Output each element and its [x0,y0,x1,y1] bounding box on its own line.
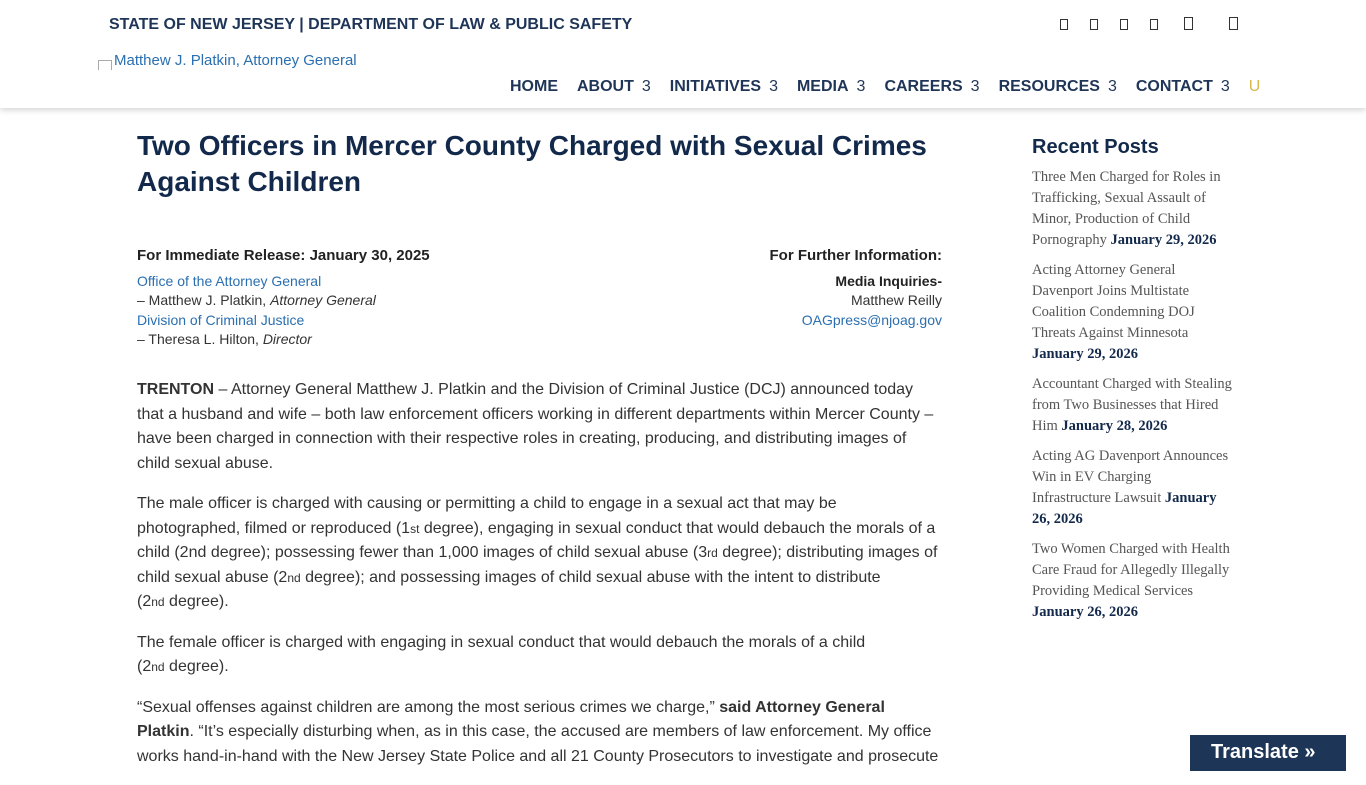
chevron-down-icon: 3 [769,78,778,95]
article-paragraph [137,696,942,770]
recent-post [1032,446,1232,530]
linkedin-icon[interactable] [1184,17,1193,30]
media-email-link[interactable]: OAGpress@njoag.gov [801,311,942,328]
recent-posts-heading: Recent Posts [1032,136,1159,158]
media-inquiries-label: Media Inquiries- [835,272,942,289]
person-name: – Matthew J. Platkin, [137,292,271,308]
article-paragraph [137,378,942,476]
article-body [137,378,942,769]
nav-label: CONTACT [1135,78,1213,95]
nav-label: MEDIA [796,78,849,95]
instagram-icon[interactable] [1120,19,1128,30]
recent-post [1032,167,1232,251]
nav-home[interactable] [510,78,558,96]
person-name: – Theresa L. Hilton, [137,331,263,347]
text-segment: (2 [137,593,152,610]
recent-post [1032,539,1232,623]
text-segment: . “It’s especially disturbing when, as in this case, the accused are members of law enforcement. My office works hand-in-hand with the New Jersey State Police and all 21 County Prosecutors to investigate and prosecute [137,723,939,765]
chevron-down-icon: 3 [1107,78,1117,95]
social-links [1060,16,1238,30]
division-link[interactable]: Division of Criminal Justice [137,311,305,328]
chevron-down-icon: 3 [1220,78,1230,95]
release-date: For Immediate Release: January 30, 2025 [137,247,430,264]
text-segment: nd [151,660,165,674]
text-segment: st [410,521,420,536]
text-segment: The male officer is charged with causing or permitting a child to engage in a sexual act that may be photographed, filmed or reproduced (1 [137,495,837,537]
text-segment: nd [287,570,301,585]
broken-image-icon [98,60,112,70]
recent-post-link[interactable]: Acting Attorney General Davenport Joins Multistate Coalition Condemning DOJ Threats Against Minnesota [1032,262,1195,341]
post-date: January 28, 2026 [1061,418,1168,434]
nav-label: CAREERS [884,78,963,95]
office-link[interactable]: Office of the Attorney General [137,272,322,289]
recent-post-link[interactable]: Two Women Charged with Health Care Fraud for Allegedly Illegally Providing Medical Services [1032,541,1230,599]
post-date: January 29, 2026 [1032,346,1138,362]
nav-label: HOME [510,78,558,95]
recent-post [1032,260,1232,365]
recent-post-link[interactable]: Three Men Charged for Roles in Trafficking, Sexual Assault of Minor, Production of Child Pornography [1032,169,1221,248]
facebook-icon[interactable] [1060,19,1068,30]
twitter-icon[interactable] [1090,19,1098,30]
site-logo[interactable] [98,52,357,70]
page-title: Two Officers in Mercer County Charged with Sexual Crimes Against Children [137,130,927,197]
person-role: Director [262,331,312,347]
nav-resources[interactable] [999,78,1117,96]
recent-post-link[interactable]: Acting AG Davenport Announces Win in EV Charging Infrastructure Lawsuit [1032,448,1229,506]
text-segment: “Sexual offenses against children are among the most serious crimes we charge,” [137,698,720,716]
text-segment: (2 [137,658,152,675]
rss-icon[interactable] [1229,17,1238,30]
text-segment: degree). [164,593,229,610]
search-icon[interactable]: U [1248,78,1261,95]
nav-about[interactable] [577,78,651,96]
media-contact: Matthew Reilly [850,292,942,308]
text-segment: degree), engaging in sexual conduct that would debauch the morals of a child (2nd degree); possessing fewer than 1,000 images of child sexual abuse (3 [137,519,936,561]
nav-initiatives[interactable] [670,78,778,96]
main-nav [510,78,1279,96]
article-paragraph [137,631,942,680]
post-date: January 26, 2026 [1032,490,1217,527]
site-header [0,0,1366,108]
text-segment: nd [151,595,165,609]
recent-post [1032,374,1232,437]
translate-button[interactable]: Translate » [1190,735,1346,771]
recent-posts-sidebar [1032,136,1232,632]
bold-text: said Attorney General Platkin [137,698,885,740]
post-date: January 29, 2026 [1110,232,1217,248]
article-paragraph [137,492,942,615]
chevron-down-icon: 3 [856,78,866,95]
agency-title: STATE OF NEW JERSEY | DEPARTMENT OF LAW & PUBLIC SAFETY [109,16,633,33]
nav-label: INITIATIVES [669,78,762,95]
nav-label: ABOUT [577,78,634,95]
nav-label: RESOURCES [998,78,1100,95]
nav-media[interactable] [797,78,865,96]
press-release-meta [137,246,942,356]
text-segment: degree). [164,658,229,675]
nav-careers[interactable] [884,78,979,96]
text-segment: degree); and possessing images of child sexual abuse with the intent to distribute [300,568,881,586]
text-segment: The female officer is charged with engaging in sexual conduct that would debauch the morals of a child [137,633,866,651]
logo-alt-text: Matthew J. Platkin, Attorney General [114,52,357,69]
text-segment: – Attorney General Matthew J. Platkin and the Division of Criminal Justice (DCJ) announced today that a husband and wife – both law enforcement officers working in different departments within Mercer County – have been charged in connection with their respective roles in creating, producing, and distributing images of child sexual abuse. [137,381,934,472]
further-info-label: For Further Information: [769,247,942,264]
nav-contact[interactable] [1136,78,1230,96]
bold-text: TRENTON [137,381,215,398]
article [137,128,942,785]
text-segment: degree); distributing images of child sexual abuse (2 [137,544,938,586]
text-segment: rd [707,546,718,560]
recent-post-link[interactable]: Accountant Charged with Stealing from Two Businesses that Hired Him [1032,376,1232,434]
youtube-icon[interactable] [1150,19,1158,30]
person-role: Attorney General [270,292,376,308]
chevron-down-icon: 3 [970,78,980,95]
chevron-down-icon: 3 [641,78,651,95]
post-date: January 26, 2026 [1032,604,1138,620]
